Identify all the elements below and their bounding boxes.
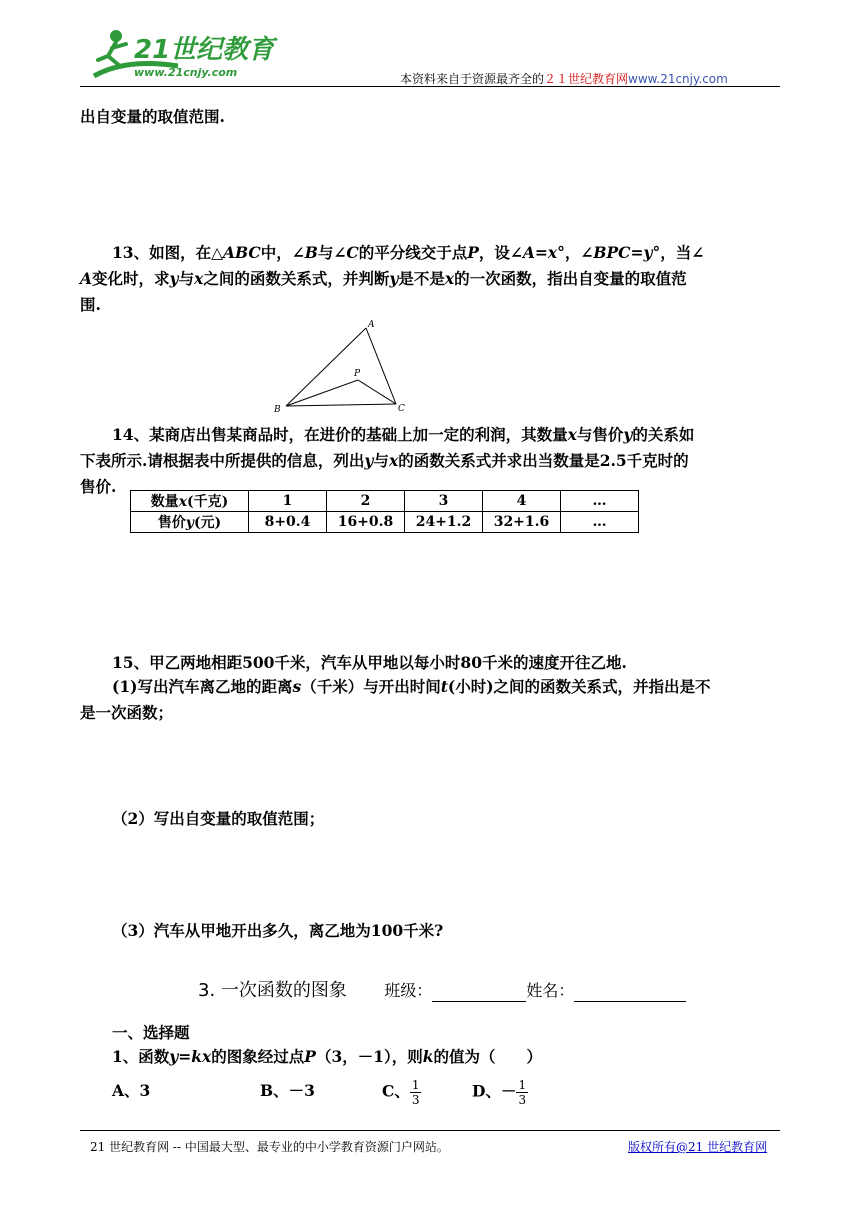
option-d: D、－ $\frac{1}{3}$ xyxy=(472,1078,527,1107)
point-p-label: P xyxy=(354,369,361,379)
footer-divider xyxy=(80,1130,780,1131)
footer-copyright-link[interactable]: 版权所有@21 世纪教育网 xyxy=(628,1140,768,1154)
table-header-cell: 数量x(千克) xyxy=(131,491,249,512)
logo-url: www.21cnjy.com xyxy=(134,66,238,79)
vertex-a-label: A xyxy=(368,320,375,330)
site-logo xyxy=(86,24,286,82)
table-row xyxy=(131,491,639,512)
table-cell: 3 xyxy=(405,491,483,512)
question-15-part-2: （2）写出自变量的取值范围； xyxy=(112,809,325,828)
continued-line: 出自变量的取值范围. xyxy=(80,107,225,126)
class-blank xyxy=(432,985,526,1002)
header-url: www.21cnjy.com xyxy=(628,72,728,86)
table-cell: 16+0.8 xyxy=(327,512,405,533)
part-heading: 一、选择题 xyxy=(112,1023,190,1042)
header-divider xyxy=(80,86,780,87)
table-header-cell: 售价y(元) xyxy=(131,512,249,533)
vertex-b-label: B xyxy=(274,405,281,414)
vertex-c-label: C xyxy=(398,404,405,414)
table-cell: 32+1.6 xyxy=(483,512,561,533)
table-cell: 24+1.2 xyxy=(405,512,483,533)
table-cell: 8+0.4 xyxy=(249,512,327,533)
question-15-part-3: （3）汽车从甲地开出多久，离乙地为100千米? xyxy=(112,921,444,940)
mc-options xyxy=(112,1072,612,1112)
table-cell: 1 xyxy=(249,491,327,512)
table-cell: … xyxy=(561,491,639,512)
table-cell: 4 xyxy=(483,491,561,512)
header-site-name: ２１世纪教育网 xyxy=(544,72,629,86)
option-c: C、 $\frac{1}{3}$ xyxy=(382,1078,420,1107)
option-b: B、－3 xyxy=(260,1081,315,1100)
triangle-figure xyxy=(272,318,418,414)
name-label: 姓名： xyxy=(526,981,575,1000)
question-14: 14、某商店出售某商品时，在进价的基础上加一定的利润，其数量x与售价y的关系如 下表所示.请根据表中所提供的信息，列出y与x的函数关系式并求出当数量是2.5千克时的 售价. xyxy=(80,425,695,496)
table-cell: 2 xyxy=(327,491,405,512)
question-13: 13、如图，在△ABC中，∠B与∠C的平分线交于点P，设∠A=x°，∠BPC=y°，当∠ A变化时，求y与x之间的函数关系式，并判断y是不是x的一次函数，指出自变量的取值范 围. xyxy=(80,243,705,314)
question-15: 15、甲乙两地相距500千米，汽车从甲地以每小时80千米的速度开往乙地. xyxy=(112,653,627,672)
footer-left: 21 世纪教育网 -- 中国最大型、最专业的中小学教育资源门户网站。 xyxy=(90,1140,449,1154)
question-15-part-1: (1)写出汽车离乙地的距离s（千米）与开出时间t(小时)之间的函数关系式，并指出是不 是一次函数； xyxy=(80,677,711,722)
class-label: 班级： xyxy=(384,981,433,1000)
table-row xyxy=(131,512,639,533)
header-note: 本资料来自于资源最齐全的２１世纪教育网www.21cnjy.com xyxy=(400,72,728,86)
price-table xyxy=(130,490,639,533)
logo-text: 21世纪教育 xyxy=(134,35,275,65)
table-cell: … xyxy=(561,512,639,533)
name-blank xyxy=(574,985,686,1002)
option-a: A、3 xyxy=(112,1081,151,1100)
mc-question-1: 1、函数y=kx的图象经过点P（3，－1），则k的值为（ ） xyxy=(112,1047,543,1066)
section-title: 3. 一次函数的图象 班级： 姓名： xyxy=(198,976,686,1002)
